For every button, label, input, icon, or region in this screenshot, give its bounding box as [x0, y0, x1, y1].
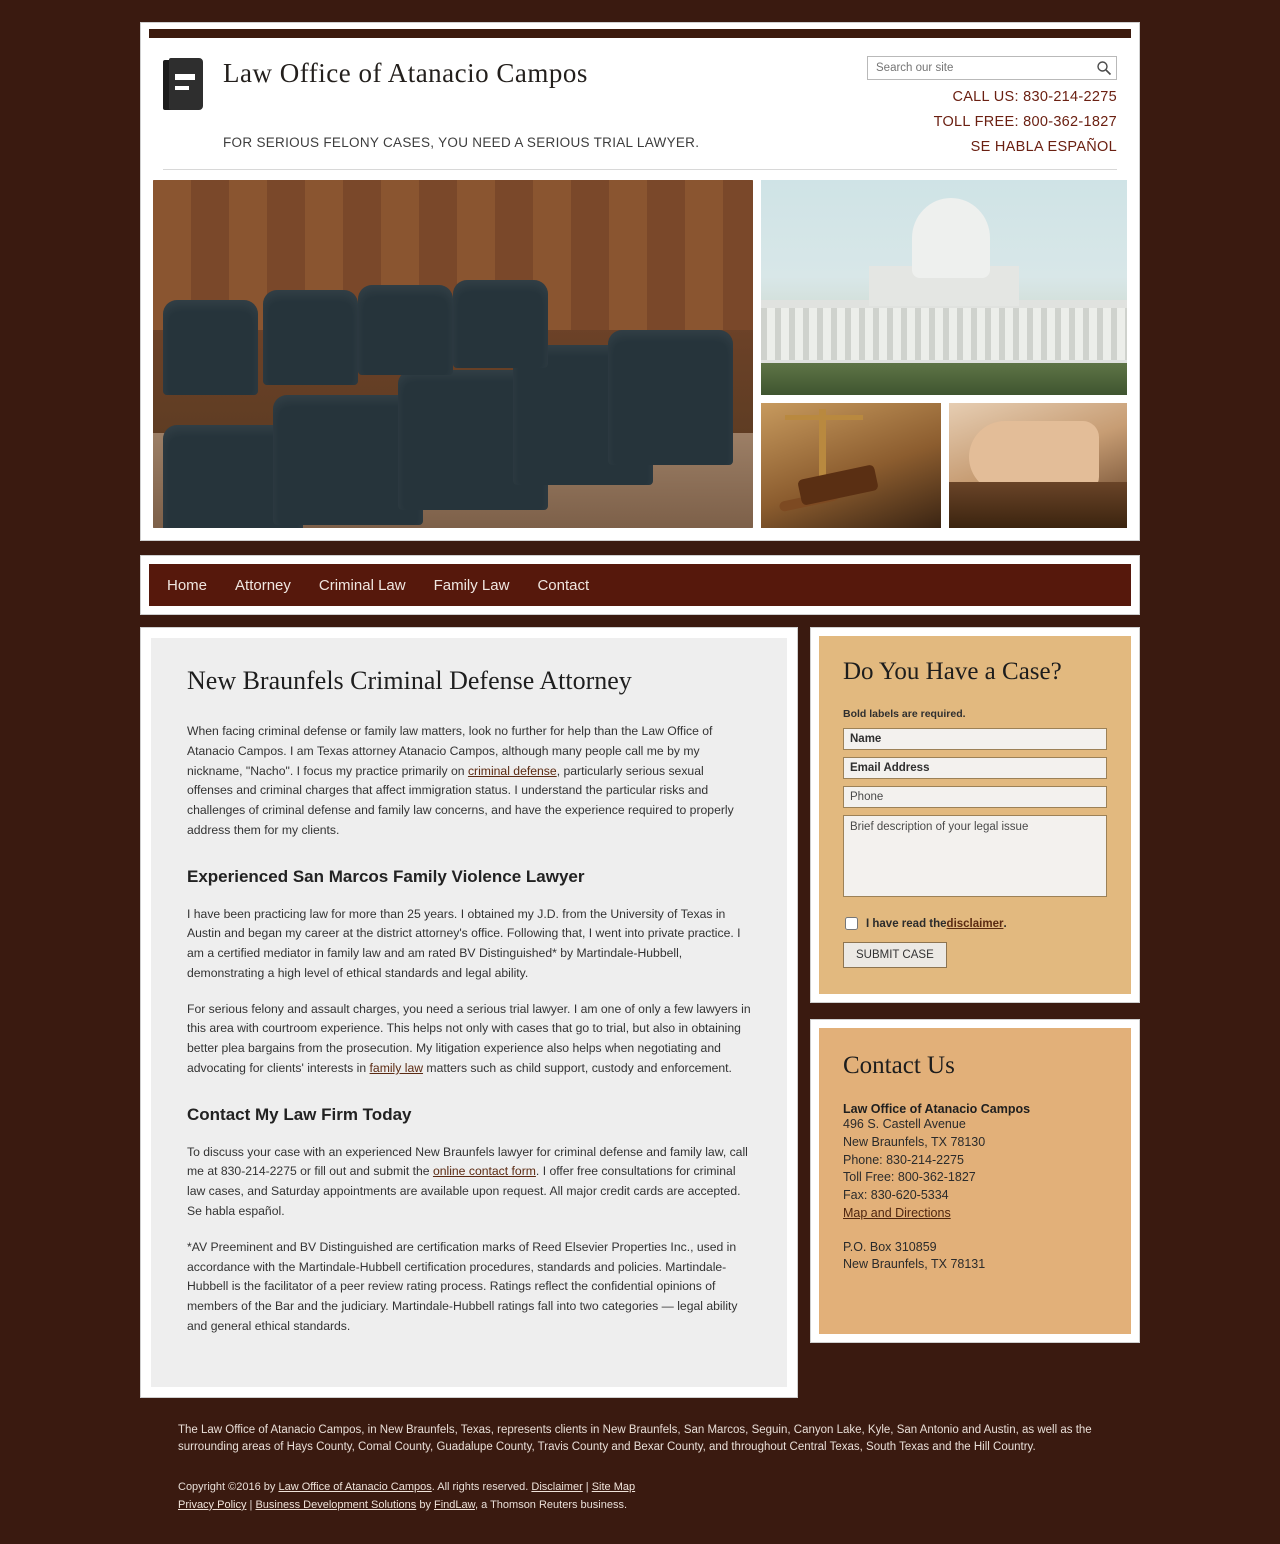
- footer-firm-link[interactable]: Law Office of Atanacio Campos: [278, 1481, 432, 1494]
- search-input[interactable]: [874, 61, 1096, 75]
- criminal-defense-link[interactable]: criminal defense: [467, 763, 557, 778]
- heading-contact-firm: Contact My Law Firm Today: [187, 1104, 412, 1124]
- header-shell: [140, 22, 1140, 541]
- nav-item-contact[interactable]: Contact: [537, 576, 590, 594]
- firm-name: Law Office of Atanacio Campos: [223, 58, 588, 88]
- email-field[interactable]: [843, 757, 1107, 779]
- search-icon[interactable]: [1096, 60, 1112, 76]
- page-title: New Braunfels Criminal Defense Attorney: [187, 666, 632, 695]
- contact-address-line1: 496 S. Castell Avenue: [843, 1117, 966, 1131]
- top-accent-bar: [149, 29, 1131, 38]
- contact-text-part2: . I offer free consultations for criminal law cases, and Saturday appointments are available upon request. All major credit cards are accepted. Se habla español.: [187, 1164, 741, 1219]
- online-contact-form-link[interactable]: online contact form: [432, 1164, 536, 1179]
- litigation-text-part1: For serious felony and assault charges, you need a serious trial lawyer. I am one of only a few lawyers in this area with courtroom experience. This helps not only with cases that go to trial, but also in obtaining better plea bargains from the prosecution. My litigation experience also helps when negotiating and advocating for clients' interests in: [187, 1001, 751, 1075]
- footer-legal: [178, 1479, 1102, 1514]
- case-form-title: Do You Have a Case?: [843, 658, 1062, 685]
- case-form-card: [810, 627, 1140, 1003]
- contact-card-title: Contact Us: [843, 1052, 955, 1079]
- footer-copyright-line: [178, 1479, 1102, 1497]
- call-us-phone[interactable]: CALL US: 830-214-2275: [952, 89, 1117, 105]
- litigation-text-part2: matters such as child support, custody and enforcement.: [423, 1060, 732, 1075]
- paragraph-contact: [187, 1143, 751, 1222]
- name-field[interactable]: [843, 728, 1107, 750]
- intro-paragraph: [187, 722, 751, 841]
- intro-text-part1: When facing criminal defense or family law matters, look no further for help than the Law Office of Atanacio Campos. I am Texas attorney Atanacio Campos, although many people call me by my nickname, "Nacho". I focus my practice primarily on: [187, 724, 713, 778]
- hero-right-column: [761, 180, 1127, 528]
- nav-item-family-law[interactable]: Family Law: [433, 576, 510, 594]
- contact-fax: Fax: 830-620-5334: [843, 1188, 949, 1202]
- contact-toll-free: Toll Free: 800-362-1827: [843, 1170, 976, 1185]
- capitol-building-image: [761, 180, 1127, 395]
- footer-separator: |: [582, 1481, 592, 1494]
- law-book-icon[interactable]: [163, 58, 207, 112]
- contact-card: [810, 1019, 1140, 1343]
- main-content: [151, 638, 787, 1387]
- page-container: [140, 0, 1140, 1398]
- phone-field[interactable]: [843, 786, 1107, 808]
- required-fields-note: Bold labels are required.: [843, 708, 966, 720]
- se-habla-espanol: SE HABLA ESPAÑOL: [970, 139, 1117, 155]
- site-header: [141, 38, 1139, 159]
- disclaimer-text-before: I have read the: [866, 917, 947, 930]
- footer-sitemap-link[interactable]: Site Map: [591, 1481, 636, 1494]
- footer-privacy-link[interactable]: Privacy Policy: [178, 1498, 247, 1511]
- heading-family-violence: Experienced San Marcos Family Violence Lawyer: [187, 866, 585, 886]
- case-form-inner: [819, 636, 1131, 994]
- footer-disclaimer-link[interactable]: Disclaimer: [531, 1481, 583, 1494]
- footer-findlaw-link[interactable]: FindLaw: [434, 1498, 475, 1511]
- header-right: [867, 52, 1117, 155]
- family-law-link[interactable]: family law: [369, 1060, 424, 1075]
- hero-bottom-row: [761, 403, 1127, 528]
- contact-address-line2: New Braunfels, TX 78130: [843, 1134, 986, 1149]
- intro-text-part2: , particularly serious sexual offenses and criminal charges that affect immigration status. I understand the particular risks and challenges of criminal defense and family law concerns, and have the experience required to properly address them for my clients.: [187, 763, 734, 837]
- courtroom-chairs-image: [153, 180, 753, 528]
- toll-free-phone[interactable]: TOLL FREE: 800-362-1827: [933, 114, 1117, 130]
- hand-on-bible-image: [949, 403, 1127, 528]
- paragraph-experience: I have been practicing law for more than 25 years. I obtained my J.D. from the University of Texas in Austin and began my career at the district attorney's office. Following that, I went into private practice. I am a certified mediator in family law and am rated BV Distinguished* by Martindale-Hubbell, demonstrating a high level of ethical standards and legal ability.: [187, 906, 741, 980]
- content-columns: [140, 627, 1140, 1398]
- tagline: FOR SERIOUS FELONY CASES, YOU NEED A SERIOUS TRIAL LAWYER.: [223, 135, 700, 150]
- contact-text-part1: To discuss your case with an experienced New Braunfels lawyer for criminal defense and family law, call me at 830-214-2275 or fill out and submit the: [187, 1144, 748, 1179]
- navigation-shell: [140, 555, 1140, 615]
- message-field[interactable]: [843, 815, 1107, 897]
- disclaimer-checkbox[interactable]: [845, 917, 858, 930]
- contact-firm-name: Law Office of Atanacio Campos: [843, 1102, 1031, 1116]
- footer-bds-mid: by: [416, 1498, 434, 1511]
- footer-bds-suffix: , a Thomson Reuters business.: [474, 1498, 628, 1511]
- paragraph-litigation: [187, 1000, 751, 1079]
- nav-item-attorney[interactable]: Attorney: [235, 576, 291, 594]
- sidebar: [810, 627, 1140, 1343]
- footer-separator-2: |: [246, 1498, 256, 1511]
- site-footer: [140, 1422, 1140, 1544]
- footer-bds-link[interactable]: Business Development Solutions: [255, 1498, 417, 1511]
- footer-service-area: The Law Office of Atanacio Campos, in New Braunfels, Texas, represents clients in New Braunfels, San Marcos, Seguin, Canyon Lake, Kyle, San Antonio and Austin, as well as the surrounding areas of Hays County, Comal County, Guadalupe County, Travis County and Bexar County, and throughout Central Texas, South Texas and the Hill Country.: [178, 1423, 1092, 1454]
- nav-item-criminal-law[interactable]: Criminal Law: [318, 576, 406, 594]
- disclaimer-checkbox-row[interactable]: [843, 917, 1107, 930]
- hero-image-strip: [141, 170, 1139, 540]
- search-box[interactable]: [867, 56, 1117, 80]
- header-titles: [223, 52, 867, 155]
- map-and-directions-link[interactable]: Map and Directions: [843, 1205, 951, 1220]
- certification-footnote: *AV Preeminent and BV Distinguished are certification marks of Reed Elsevier Properties Inc., used in accordance with the Martindale-Hubbell certification procedures, standards and policies. Martindale-Hubbell is the facilitator of a peer review rating process. Ratings reflect the confidential opinions of members of the Bar and the judiciary. Martindale-Hubbell ratings fall into two categories — legal ability and general ethical standards.: [187, 1239, 738, 1333]
- nav-item-home[interactable]: Home: [167, 576, 208, 594]
- footer-privacy-line: [178, 1497, 1102, 1515]
- contact-po-city: New Braunfels, TX 78131: [843, 1257, 986, 1272]
- copyright-prefix: Copyright ©2016 by: [178, 1481, 279, 1494]
- scales-and-gavel-image: [761, 403, 941, 528]
- contact-card-inner: [819, 1028, 1131, 1334]
- main-content-card: [140, 627, 798, 1398]
- disclaimer-text-after: .: [1003, 917, 1007, 930]
- contact-po-box: P.O. Box 310859: [843, 1239, 937, 1254]
- submit-case-button[interactable]: SUBMIT CASE: [843, 942, 947, 968]
- contact-phone: Phone: 830-214-2275: [843, 1152, 964, 1167]
- disclaimer-link[interactable]: disclaimer: [946, 917, 1004, 930]
- copyright-mid: . All rights reserved.: [431, 1481, 532, 1494]
- main-navigation: [149, 564, 1131, 606]
